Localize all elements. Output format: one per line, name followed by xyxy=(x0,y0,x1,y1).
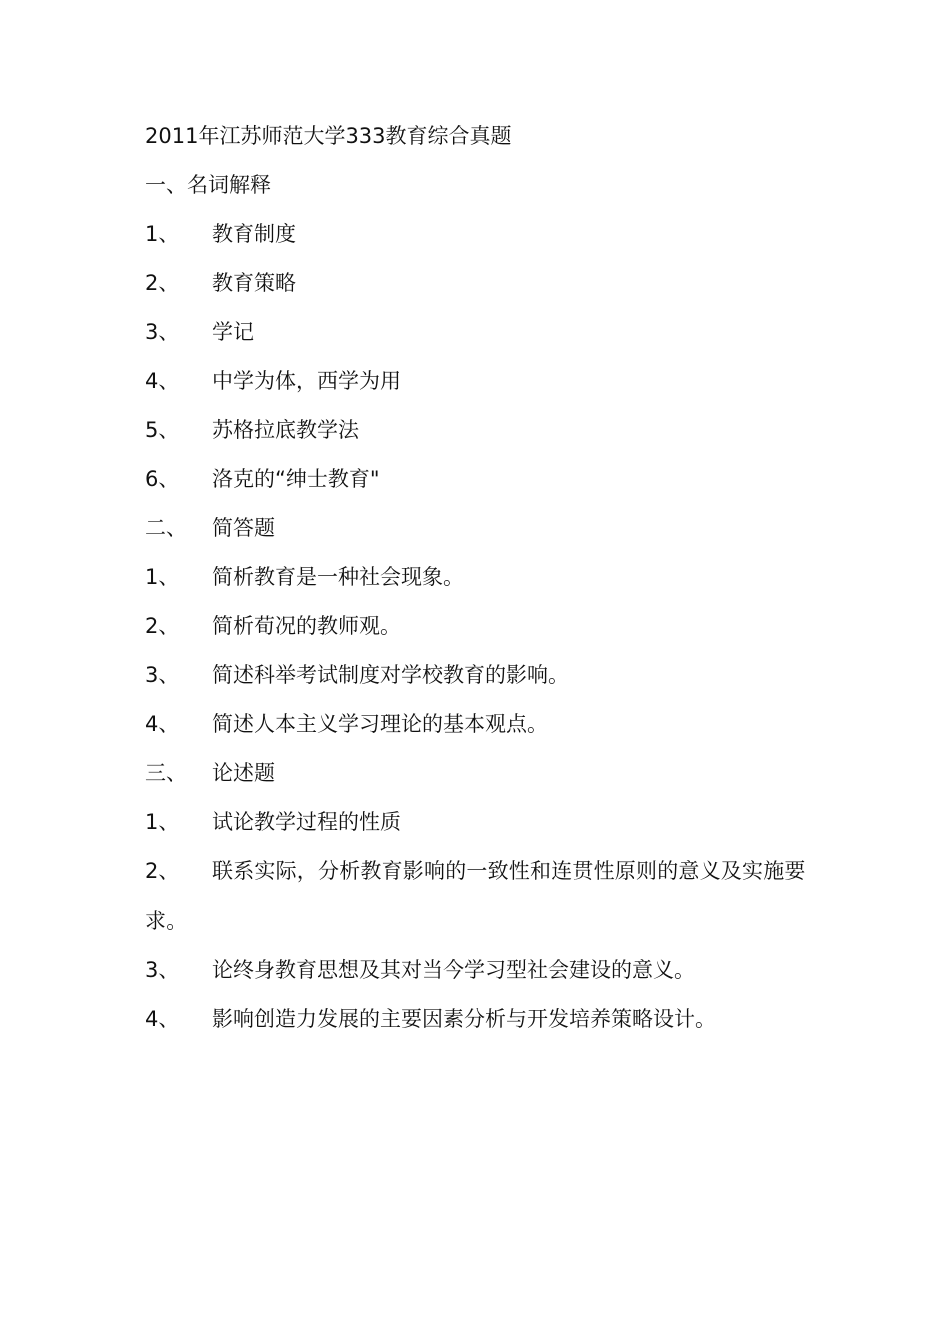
item-text: 简述人本主义学习理论的基本观点。 xyxy=(212,712,548,736)
item-text: 联系实际，分析教育影响的一致性和连贯性原则的意义及实施要求。 xyxy=(145,859,806,933)
item-number: 3、 xyxy=(145,320,180,344)
item-number: 1、 xyxy=(145,810,180,834)
section-heading-glossary: 一、名词解释 xyxy=(145,173,271,197)
item-number: 1、 xyxy=(145,565,180,589)
section-title: 简答题 xyxy=(212,516,275,540)
item-text: 影响创造力发展的主要因素分析与开发培养策略设计。 xyxy=(212,1007,716,1031)
item-text: 学记 xyxy=(212,320,254,344)
document-title: 2011年江苏师范大学333教育综合真题 xyxy=(145,124,512,148)
list-item xyxy=(145,265,825,301)
list-item xyxy=(145,461,825,497)
item-number: 4、 xyxy=(145,712,180,736)
item-number: 2、 xyxy=(145,614,180,638)
item-text: 洛克的“绅士教育" xyxy=(212,467,380,491)
item-number: 4、 xyxy=(145,369,180,393)
section-heading-short-answer xyxy=(145,510,825,546)
list-item xyxy=(145,363,825,399)
item-text: 简析教育是一种社会现象。 xyxy=(212,565,464,589)
item-number: 1、 xyxy=(145,222,180,246)
list-item xyxy=(145,608,825,644)
list-item xyxy=(145,657,825,693)
section-number: 二、 xyxy=(145,516,187,540)
list-item xyxy=(145,559,825,595)
item-number: 2、 xyxy=(145,859,180,883)
list-item xyxy=(145,706,825,742)
item-number: 3、 xyxy=(145,958,180,982)
section-number: 三、 xyxy=(145,761,187,785)
item-number: 3、 xyxy=(145,663,180,687)
list-item xyxy=(145,314,825,350)
item-text: 简析荀况的教师观。 xyxy=(212,614,401,638)
item-number: 6、 xyxy=(145,467,180,491)
document-body xyxy=(145,118,825,1050)
item-text: 教育制度 xyxy=(212,222,296,246)
list-item xyxy=(145,216,825,252)
section-title: 论述题 xyxy=(212,761,275,785)
item-text: 试论教学过程的性质 xyxy=(212,810,401,834)
item-text: 简述科举考试制度对学校教育的影响。 xyxy=(212,663,569,687)
item-text: 论终身教育思想及其对当今学习型社会建设的意义。 xyxy=(212,958,695,982)
section-heading-essay xyxy=(145,755,825,791)
list-item xyxy=(145,804,825,840)
list-item xyxy=(145,1001,825,1037)
list-item xyxy=(145,412,825,448)
item-text: 苏格拉底教学法 xyxy=(212,418,359,442)
item-text: 教育策略 xyxy=(212,271,296,295)
item-number: 5、 xyxy=(145,418,180,442)
item-text: 中学为体，西学为用 xyxy=(212,369,401,393)
item-number: 4、 xyxy=(145,1007,180,1031)
list-item xyxy=(145,846,825,946)
item-number: 2、 xyxy=(145,271,180,295)
list-item xyxy=(145,952,825,988)
